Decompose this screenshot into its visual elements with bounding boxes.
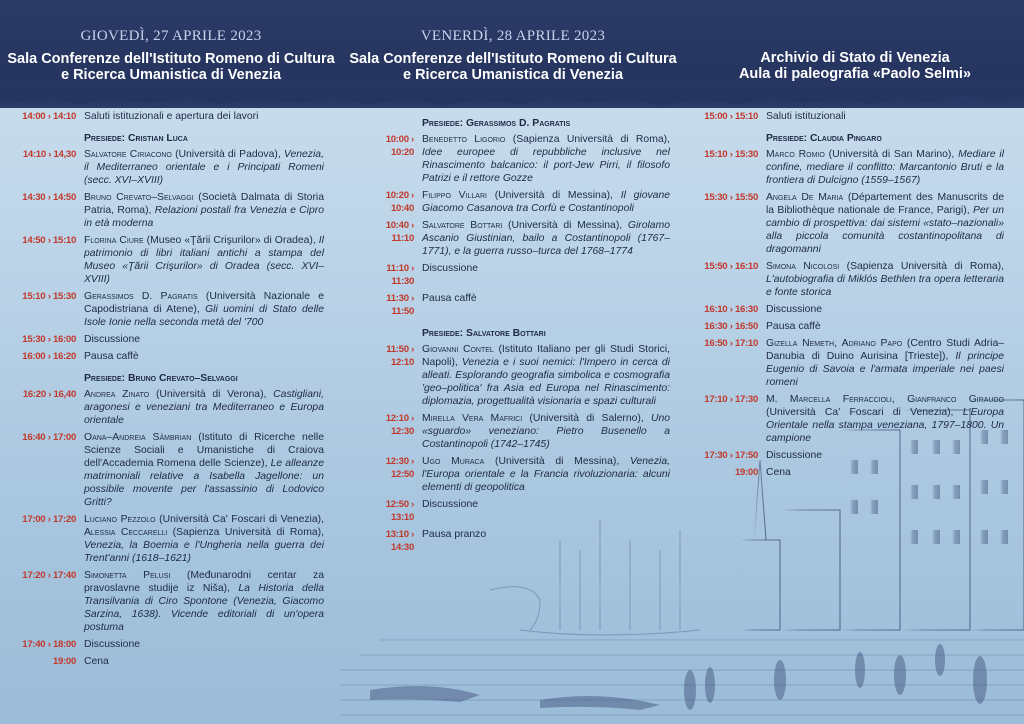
speaker-affiliation: (Centro Studi Adria–Danubia di Duino Aurisina [Trieste]), [766,338,1005,362]
speaker-affiliation: (Istituto Italiano per gli Studi Storici, Napoli), [422,344,671,368]
item-time: 11:30 › 11:50 [386,293,414,317]
speaker-name: Alessia Ceccarelli [84,527,168,538]
item-text [766,191,1004,256]
item-time: 15:10 › 15:30 [22,291,76,302]
day1-date: GIOVEDÌ, 27 APRILE 2023 [80,28,262,44]
item-time: 11:50 › 12:10 [386,344,414,368]
program-item [14,350,324,363]
program-item [362,133,670,185]
program-item [704,449,1004,462]
paper-title: Venezia, la Boemia e l'Ungheria nella guerra dei Trent'anni (1618–1621) [84,540,324,564]
item-label: Discussione [84,639,141,650]
item-time: 10:40 › 11:10 [385,220,414,244]
session-chair: Presiede: Bruno Crevato–Selvaggi [84,373,238,384]
item-text [766,320,1004,333]
item-text [84,110,324,123]
day3-header [690,28,1020,82]
item-text [422,455,670,494]
speaker-affiliation: (Società Dalmata di Storia Patria, Roma), [84,192,324,216]
day2-header [348,28,678,83]
session-chair: Presiede: Salvatore Bottari [422,328,546,339]
item-text [422,528,670,554]
item-label: Saluti istituzionali [766,111,846,122]
speaker-name: Adriano Papo [841,338,903,349]
item-text [84,638,324,651]
item-label: Saluti istituzionali e apertura dei lavori [84,111,259,122]
speaker-affiliation: (Istituto di Ricerche nelle Scienze Sociali e Umanistiche di Craiova dell'Accademia Romena delle Scienze), [84,432,324,469]
item-time: 15:30 › 15:50 [704,192,758,203]
speaker-name: M. Marcella Ferraccioli [766,394,892,405]
speaker-name: Salvatore Ciriacono [84,149,172,160]
item-text [84,513,324,565]
paper-title: Il giovane Giacomo Casanova tra Corfù e Costantinopoli [422,190,671,214]
item-text [422,498,670,524]
speaker-name: Ugo Muraca [422,456,485,467]
speaker-name: Benedetto Ligorio [422,134,506,145]
item-text [84,148,324,187]
item-time: 14:30 › 14:50 [22,192,76,203]
item-text [84,234,324,286]
item-text [766,466,1004,479]
speaker-name: Simonetta Pelusi [84,570,171,581]
item-text [84,569,324,634]
speaker-name: Gianfranco Giraudo [907,394,1005,405]
session-chair: Presiede: Gerassimos D. Pagratis [422,118,571,129]
program-item [14,655,324,668]
speaker-name: Filippo Villari [422,190,487,201]
item-label: Pausa caffè [766,321,821,332]
item-time: 15:00 › 15:10 [704,111,758,122]
speaker-name: Gerassimos D. Pagratis [84,291,198,302]
speaker-affiliation: (Sapienza Università di Roma), [167,527,324,538]
program-item [14,290,324,329]
speaker-affiliation: (Međunarodni centar za pravoslavne studije iz Niša), [84,570,324,594]
program-item [14,148,324,187]
item-time: 12:10 › 12:30 [385,413,414,437]
item-time: 15:50 › 16:10 [704,261,758,272]
speaker-name: Giovanni Contel [422,344,494,355]
paper-title: Gli uomini di Stato delle Isole Ionie nella seconda metà del '700 [84,304,324,328]
item-time: 14:50 › 15:10 [22,235,76,246]
paper-title: Mediare il confine, mediare il conflitto: Marcantonio Bruti e la frontiera di Dulcigno (1559–1567) [766,149,1004,186]
item-text [422,219,670,258]
item-label: Discussione [84,334,141,345]
paper-title: Il principe Eugenio di Savoia e l'armata imperiale nei paesi romeni [766,351,1004,388]
program-item [14,234,324,286]
item-time: 15:30 › 16:00 [22,334,76,345]
item-time: 19:00 [52,656,76,667]
item-time: 16:30 › 16:50 [704,321,758,332]
item-text: Gizella Nemeth, Adriano Papo (Centro Studi Adria–Danubia di Duino Aurisina [Trieste]), Il principe Eugenio di Savoia e l'armata imperiale nei paesi romeni [766,338,1005,388]
item-label: Discussione [766,450,823,461]
item-time: 16:00 › 16:20 [22,351,76,362]
item-time: 11:10 › 11:30 [386,263,414,287]
item-text [422,412,670,451]
speaker-affiliation: (Sapienza Università di Roma), [505,134,670,145]
program-item [704,260,1004,299]
program-item [704,466,1004,479]
speaker-name: Luciano Pezzolo [84,514,156,525]
item-text [766,449,1004,462]
day2-venue: Sala Conferenze dell'Istituto Romeno di Cultura e Ricerca Umanistica di Venezia [349,51,677,83]
program-item [362,343,670,408]
item-text [766,303,1004,316]
program-item [14,333,324,346]
program-item [362,292,670,318]
session-chair: Presiede: Claudia Pingaro [766,133,882,144]
speaker-name: Angela De Maria [766,192,844,203]
item-label: Cena [766,467,791,478]
item-text [422,343,670,408]
item-text [84,655,324,668]
day1-header [6,28,336,83]
item-time: 17:20 › 17:40 [22,570,76,581]
speaker-affiliation: (Università di Messina), [502,220,628,231]
program-item [704,191,1004,256]
speaker-name: Oana–Andreia Sâmbrian [84,432,192,443]
speaker-name: Salvatore Bottari [422,220,503,231]
program-item [362,219,670,258]
item-time: 12:50 › 13:10 [385,499,414,523]
program-item [704,337,1004,389]
program-item [14,431,324,509]
paper-title: Castigliani, aragonesi e veneziani tra Mediterraneo e Europa orientale [84,389,324,426]
item-text [422,292,670,318]
paper-title: La Historia della Transilvania di Ciro Spontone (Venezia, Giacomo Sarzina, 1638). Vicende editoriali di un'opera postuma [84,583,324,633]
program-item [14,638,324,651]
program-item [704,303,1004,316]
paper-title: L'Europa Orientale nella stampa veneziana, 1797–1800. Un campione [766,407,1004,444]
paper-title: Idee europee di repubbliche inclusive nel Rinascimento balcanico: il port-Jew Pirri, il filosofo Patrizi e il rettore Gozze [422,147,670,184]
speaker-affiliation: (Università di Messina), [484,456,630,467]
program-item [14,569,324,634]
program-item [704,110,1004,123]
program-item [362,412,670,451]
program-item [704,148,1004,187]
item-text [84,191,324,230]
day1-venue: Sala Conferenze dell'Istituto Romeno di Cultura e Ricerca Umanistica di Venezia [7,51,335,83]
speaker-affiliation: (Università di Verona), [149,389,274,400]
program-item [14,388,324,427]
speaker-name: Andrea Zinato [84,389,150,400]
item-text [84,290,324,329]
item-label: Pausa caffè [84,351,139,362]
item-label: Pausa pranzo [422,529,487,540]
item-text [766,148,1004,187]
paper-title: Girolamo Ascanio Giustinian, bailo a Costantinopoli (1767–1771), e la guerra russo–turca del 1768–1774 [422,220,671,257]
item-text: M. Marcella Ferraccioli, Gianfranco Giraudo (Università Ca' Foscari di Venezia), L'Europa Orientale nella stampa veneziana, 1797–1800. Un campione [766,394,1005,444]
speaker-name: Gizella Nemeth [766,338,835,349]
program-item [704,320,1004,333]
item-label: Discussione [422,499,479,510]
paper-title: Le alleanze matrimoniali relative a Isabella Jagellone: un possibile movente per l'assassinio di Lodovico Gritti? [84,458,324,508]
speaker-affiliation: (Università di Salerno), [522,413,651,424]
paper-title: Venezia, il Mediterraneo orientale e i Principati Romeni (secc. XVI–XVIII) [84,149,324,186]
speaker-name: Bruno Crevato–Selvaggi [84,192,194,203]
item-text [422,189,670,215]
item-text [766,260,1004,299]
item-text [84,388,324,427]
speaker-affiliation: (Università Ca' Foscari di Venezia), [766,407,963,418]
speaker-name: Mirella Vera Mafrici [422,413,523,424]
paper-title: Venezia, l'Europa orientale e la Francia rivoluzionaria: alcuni elementi di geopolitica [422,456,670,493]
item-time: 13:10 › 14:30 [385,529,414,553]
item-time: 16:40 › 17:00 [22,432,76,443]
item-time: 17:10 › 17:30 [704,394,758,405]
item-text [422,133,670,185]
day1-program [14,108,324,672]
item-time: 19:00 [734,467,758,478]
day3-program [704,108,1004,483]
program-item [362,455,670,494]
item-label: Discussione [766,304,823,315]
item-time: 14:10 › 14,30 [22,149,76,160]
paper-title: Il patrimonio di libri italiani antichi a stampa del Museo «Ţării Crişurilor» di Oradea (secc. XVI–XVIII) [84,235,324,285]
paper-title: Venezia e i suoi nemici: l'Impero in cerca di alleati. Esplorando geografia simbolica e cosmografia 'geo–politica' fra Asia ed Europa nel Rinascimento: diplomazia, progettualità visionaria e spazi culturali [422,357,670,407]
item-time: 17:30 › 17:50 [704,450,758,461]
session-chair: Presiede: Cristian Luca [84,133,188,144]
speaker-affiliation: (Università Nazionale e Capodistriana di Atene), [84,291,324,315]
speaker-affiliation: (Sapienza Università di Roma), [839,261,1004,272]
item-time: 14:00 › 14:10 [22,111,76,122]
item-time: 12:30 › 12:50 [385,456,414,480]
item-time: 16:20 › 16,40 [22,389,76,400]
speaker-affiliation: (Département des Manuscrits de la Bibliothèque nationale de France, Parigi), [766,192,1004,216]
program-item [362,262,670,288]
speaker-name: Florina Ciure [84,235,144,246]
item-text [84,431,324,509]
item-time: 10:00 › 10:20 [385,134,414,158]
program-item [362,189,670,215]
paper-title: Relazioni postali fra Venezia e Cipro in età moderna [84,205,324,229]
paper-title: Uno «sguardo» veneziano: Pietro Busenello a Costantinopoli (1742–1745) [422,413,671,450]
speaker-affiliation: (Università di Messina), [486,190,621,201]
item-text [84,333,324,346]
program-item [362,498,670,524]
speaker-name: Simona Nicolosi [766,261,840,272]
speaker-name: Marco Romio [766,149,825,160]
program-item [704,393,1004,445]
item-label: Pausa caffè [422,293,477,304]
item-text [766,110,1004,123]
program-item [362,528,670,554]
day2-date: VENERDÌ, 28 APRILE 2023 [420,28,606,44]
item-time: 16:50 › 17:10 [704,338,758,349]
day2-program [362,108,670,558]
speaker-affiliation: (Università Ca' Foscari di Venezia), [155,514,324,525]
paper-title: L'autobiografia di Miklós Bethlen tra opera letteraria e fonte storica [766,274,1004,298]
program-item [14,110,324,123]
item-time: 16:10 › 16:30 [704,304,758,315]
paper-title: Per un cambio di prospettiva: dai sistemi «stato–nazionali» alla piccola comunità costantinopolitana di dragomanni [766,205,1004,255]
item-text [84,350,324,363]
speaker-affiliation: (Università di San Marino), [824,149,959,160]
item-text [422,262,670,288]
item-time: 17:00 › 17:20 [22,514,76,525]
item-time: 15:10 › 15:30 [704,149,758,160]
program-item [14,191,324,230]
speaker-affiliation: (Università di Padova), [171,149,284,160]
item-time: 17:40 › 18:00 [22,639,76,650]
speaker-affiliation: (Museo «Ţării Crişurilor» di Oradea), [143,235,319,246]
item-label: Discussione [422,263,479,274]
program-item [14,513,324,565]
day3-venue: Archivio di Stato di Venezia Aula di paleografia «Paolo Selmi» [738,50,972,82]
item-label: Cena [84,656,109,667]
item-time: 10:20 › 10:40 [385,190,414,214]
